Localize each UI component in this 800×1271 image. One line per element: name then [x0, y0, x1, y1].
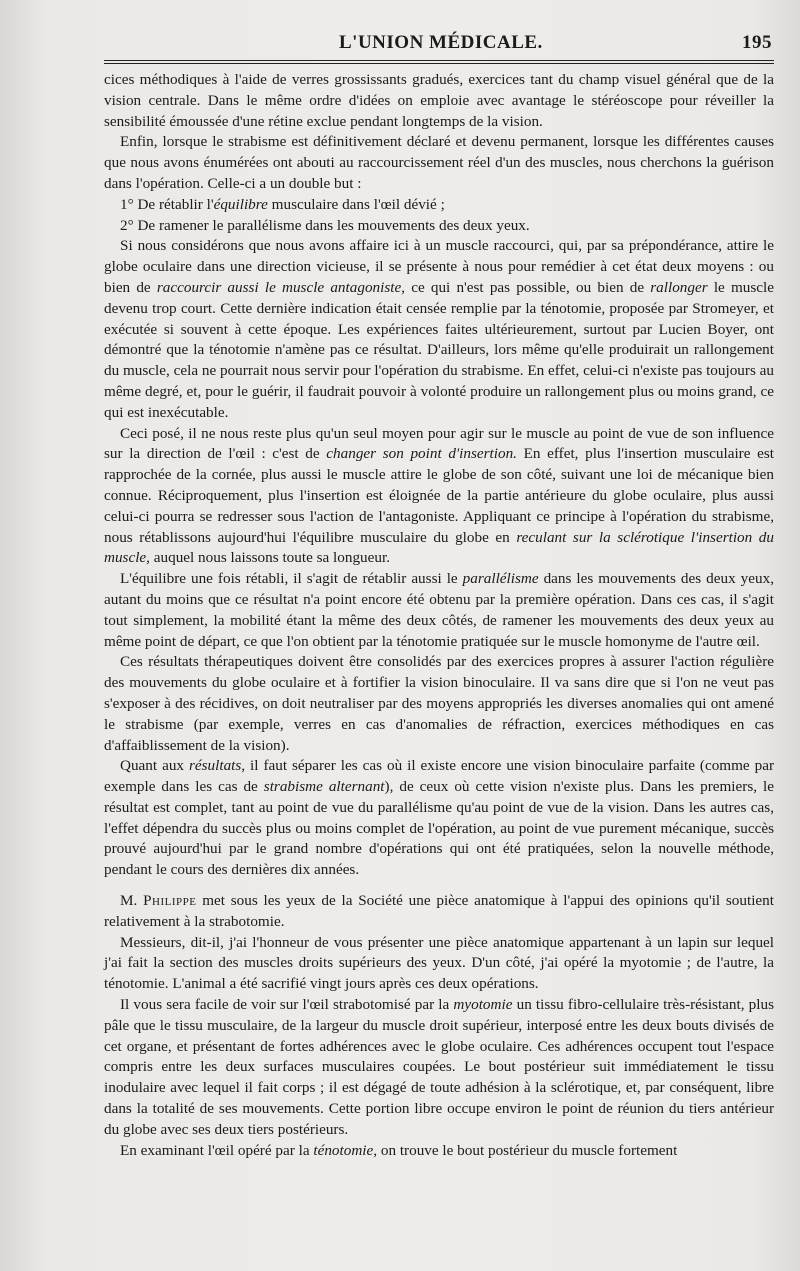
text-run: M. — [120, 892, 144, 910]
italic-text: reculant sur la sclérotique l'insertion du muscle, — [104, 528, 774, 567]
text-run: , on trouve le bout postérieur du muscle fortement — [373, 1141, 678, 1159]
text-run: cices méthodiques à l'aide de verres grossissants gradués, exercices tant du champ visuel général que de la vision centrale. Dans le même ordre d'idées on emploie avec avantage le stéréoscope pour réveiller la sensibilité émoussée d'une rétine exclue pendant longtemps de la vision. — [104, 71, 774, 130]
text-run: En examinant l'œil opéré par la — [120, 1141, 314, 1159]
section-break — [104, 881, 774, 891]
text-run: il faut séparer les cas où il existe encore une vision binoculaire parfaite (comme par exemple dans les cas de — [104, 757, 775, 796]
paragraph — [104, 1141, 774, 1162]
paragraph — [104, 236, 774, 423]
text-run: ), de ceux où cette vision n'existe plus. Dans les premiers, le résultat est complet, tant au point de vue du parallélisme qu'au point de vue de la vision. Dans les autres cas, l'effet dépendra du succès plus ou moins complet de l'opération, au point de vue purement mécanique, succès prouvé aujourd'hui par le grand nombre d'opérations qui ont été pratiquées, selon la nouvelle méthode, pendant le cours des dernières dix années. — [104, 778, 774, 879]
italic-text: myotomie — [453, 996, 513, 1014]
text-run: dans les mouvements des deux yeux, autant du moins que ce résultat n'a point encore été obtenu par la première opération. Dans ces cas, il s'agit tout simplement, la mobilité étant la même des deux côtés, de ramener les mouvements des deux yeux au même point de départ, ce que l'on obtient par la ténotomie pratiquée sur le muscle homonyme de l'autre œil. — [104, 570, 774, 650]
text-run: Ceci posé, il ne nous reste plus qu'un seul moyen pour agir sur le muscle au point de vue de son influence sur la direction de l'œil : c'est de — [104, 424, 774, 463]
header-rule — [104, 60, 774, 64]
text-run: Il vous sera facile de voir sur l'œil strabotomisé par la — [120, 996, 454, 1014]
text-run: Si nous considérons que nous avons affaire ici à un muscle raccourci, qui, par sa prépondérance, attire le globe oculaire dans une direction vicieuse, il se présente à nous pour remédier à cet état deux moyens : ou bien de — [104, 237, 774, 296]
text-run: musculaire dans l'œil dévié ; — [267, 195, 445, 213]
text-run: Quant aux — [120, 757, 189, 775]
italic-text: changer son point d'insertion. — [326, 445, 517, 463]
paragraph — [104, 652, 774, 756]
paragraph — [104, 933, 774, 995]
text-run: L'équilibre une fois rétabli, il s'agit de rétablir aussi le — [120, 570, 463, 588]
text-run: , ce qui n'est pas possible, ou bien de — [401, 278, 651, 296]
italic-text: ténotomie — [313, 1141, 374, 1159]
text-run: 2° De ramener le parallélisme dans les mouvements des deux yeux. — [120, 216, 530, 234]
text-run: Ces résultats thérapeutiques doivent être consolidés par des exercices propres à assurer l'action régulière des mouvements du globe oculaire et à fortifier la vision binoculaire. Il va sans dire que si l'on ne veut pas s'exposer à des récidives, on doit neutraliser par des moyens appropriés les diverses anomalies qui ont amené le strabisme (par exemple, verres en cas d'anomalies de réfraction, exercices méthodiques en cas d'affaiblissement de la vision). — [104, 653, 774, 754]
paragraph — [104, 70, 774, 132]
running-header — [104, 30, 774, 60]
italic-text: équilibre — [213, 195, 268, 213]
paragraph — [104, 216, 774, 237]
text-run: le muscle devenu trop court. Cette dernière indication était censée remplie par la ténotomie, proposée par Stromeyer, et exécutée si souvent à cette époque. Les expériences faites ultérieurement, surtout par Lucien Boyer, ont démontré que la ténotomie n'amène pas ce résultat. D'ailleurs, lors même qu'elle produirait un rallongement du muscle, cela ne pourrait nous servir pour l'opération du strabisme. En effet, celui-ci n'existe pas toujours au même degré, et, pour le guérir, il faudrait pouvoir à volonté produire un rallongement plus ou moins grand, ce qui est inexécutable. — [104, 278, 774, 421]
text-run: 1° De rétablir l' — [120, 195, 214, 213]
text-run: un tissu fibro-cellulaire très-résistant, plus pâle que le tissu musculaire, de la largeur du muscle droit supérieur, interposé entre les deux bouts divisés de cet organe, et présentant de fortes adhérences avec le globe oculaire. Ces adhérences occupent tout l'espace compris entre les deux surfaces musculaires coupées. Le bout postérieur suit immédiatement le tissu inodulaire avec lequel il fait corps ; il est dégagé de toute adhésion à la sclérotique, et, par conséquent, libre dans la totalité de ses mouvements. Cette portion libre occupe environ le point de réunion du tiers antérieur du globe avec ses deux tiers postérieurs. — [104, 996, 774, 1138]
italic-text: raccourcir aussi le muscle antagoniste — [156, 278, 402, 296]
italic-text: parallélisme — [462, 570, 539, 588]
paragraph — [104, 891, 774, 933]
paragraph — [104, 995, 774, 1141]
paragraph — [104, 195, 774, 216]
journal-title: L'UNION MÉDICALE. — [339, 32, 543, 53]
italic-text: rallonger — [650, 278, 708, 296]
paragraph — [104, 569, 774, 652]
paragraph — [104, 424, 774, 570]
paragraph — [104, 132, 774, 194]
italic-text: strabisme alternant — [263, 778, 385, 796]
paragraph — [104, 756, 774, 881]
text-run: auquel nous laissons toute sa longueur. — [149, 549, 391, 567]
text-run: Enfin, lorsque le strabisme est définitivement déclaré et devenu permanent, lorsque les différentes causes que nous avons énumérées ont abouti au raccourcissement réel d'un des muscles, nous cherchons la guérison dans l'opération. Celle-ci a un double but : — [104, 133, 774, 192]
page-number: 195 — [742, 32, 772, 53]
italic-text: résultats, — [188, 757, 246, 775]
text-run: met sous les yeux de la Société une pièce anatomique à l'appui des opinions qu'il soutient relativement à la strabotomie. — [104, 892, 774, 930]
text-run: Messieurs, dit-il, j'ai l'honneur de vous présenter une pièce anatomique appartenant à un lapin sur lequel j'ai fait la section des muscles droits supérieurs des yeux. D'un côté, j'ai opéré la myotomie ; de l'autre, la ténotomie. L'animal a été sacrifié vingt jours après ces deux opérations. — [104, 933, 774, 993]
article-body — [104, 70, 774, 1161]
author-name: Philippe — [143, 892, 197, 910]
text-run: En effet, plus l'insertion musculaire est rapprochée de la cornée, plus aussi le muscle attire le globe de son côté, suivant une loi de mécanique bien connue. Réciproquement, plus l'insertion est éloignée de la partie antérieure du globe oculaire, plus aussi celui-ci pourra se redresser sous l'action de l'antagoniste. Appliquant ce principe à l'opération du strabisme, nous rétablissons aujourd'hui l'équilibre musculaire du globe en — [104, 445, 774, 546]
